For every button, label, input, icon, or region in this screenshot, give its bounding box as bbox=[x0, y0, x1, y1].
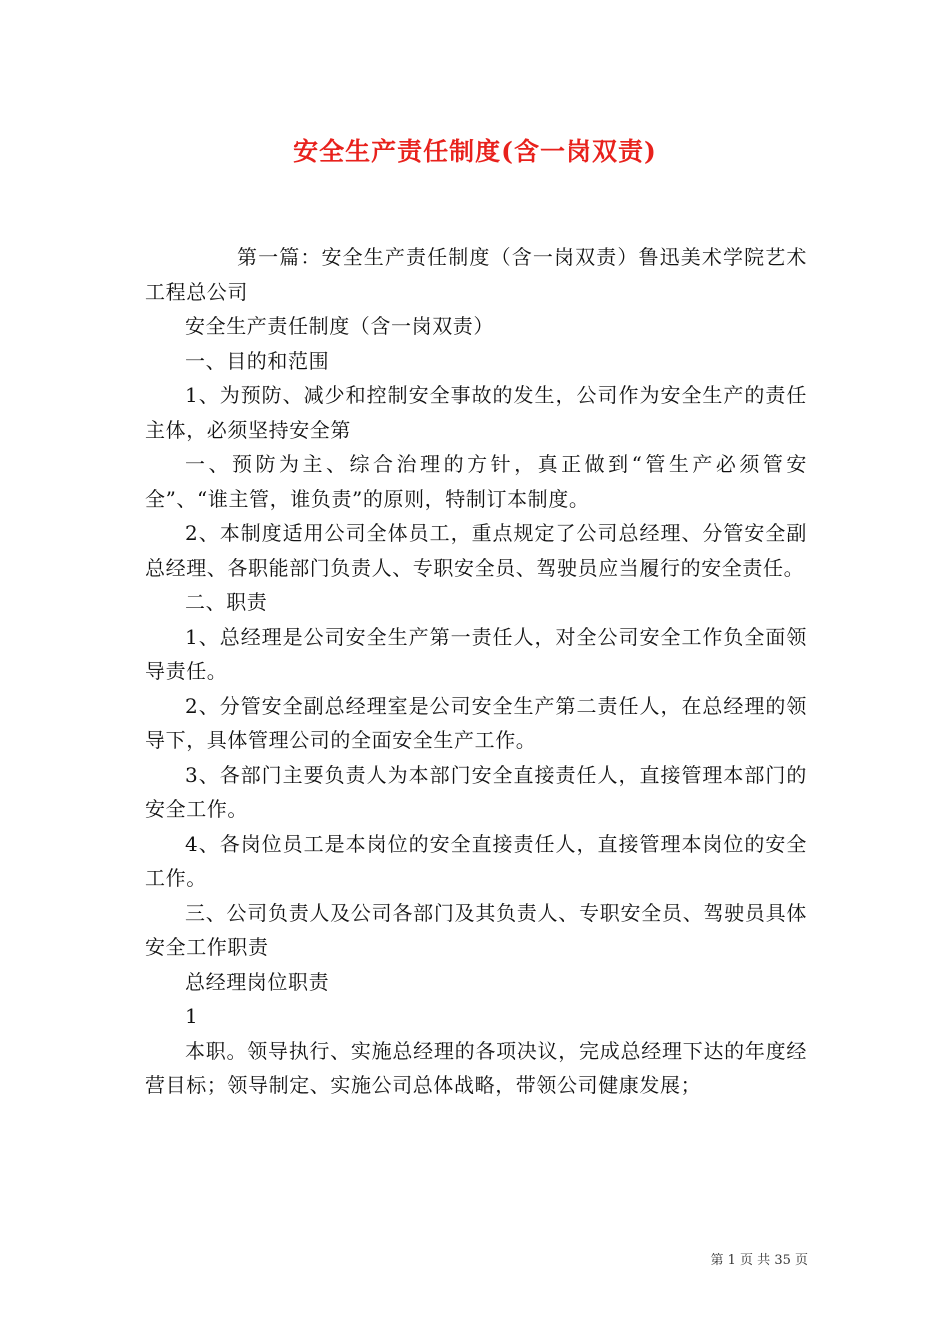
document-body bbox=[145, 240, 807, 1103]
paragraph: 三、公司负责人及公司各部门及其负责人、专职安全员、驾驶员具体安全工作职责 bbox=[145, 900, 807, 959]
paragraph: 2、本制度适用公司全体员工，重点规定了公司总经理、分管安全副总经理、各职能部门负责人、专职安全员、驾驶员应当履行的安全责任。 bbox=[145, 521, 807, 580]
paragraph: 第一篇：安全生产责任制度（含一岗双责）鲁迅美术学院艺术工程总公司 bbox=[145, 245, 807, 304]
paragraph: 本职。领导执行、实施总经理的各项决议，完成总经理下达的年度经营目标；领导制定、实施公司总体战略，带领公司健康发展； bbox=[145, 1038, 807, 1097]
paragraph: 1 bbox=[185, 1004, 199, 1028]
paragraph: 一、目的和范围 bbox=[185, 348, 330, 373]
document-title: 安全生产责任制度(含一岗双责) bbox=[293, 137, 657, 166]
paragraph: 4、各岗位员工是本岗位的安全直接责任人，直接管理本岗位的安全工作。 bbox=[145, 831, 807, 890]
paragraph: 一、预防为主、综合治理的方针，真正做到“管生产必须管安全”、“谁主管，谁负责”的原则，特制订本制度。 bbox=[145, 452, 807, 511]
paragraph: 1、为预防、减少和控制安全事故的发生，公司作为安全生产的责任主体，必须坚持安全第 bbox=[145, 383, 807, 442]
paragraph: 3、各部门主要负责人为本部门安全直接责任人，直接管理本部门的安全工作。 bbox=[145, 762, 807, 821]
page-number: 第 1 页 共 35 页 bbox=[710, 1253, 808, 1268]
paragraph: 1、总经理是公司安全生产第一责任人，对全公司安全工作负全面领导责任。 bbox=[145, 624, 807, 683]
paragraph: 2、分管安全副总经理室是公司安全生产第二责任人，在总经理的领导下，具体管理公司的全面安全生产工作。 bbox=[145, 693, 807, 752]
paragraph: 总经理岗位职责 bbox=[185, 969, 330, 994]
paragraph: 二、职责 bbox=[185, 590, 268, 614]
paragraph: 安全生产责任制度（含一岗双责） bbox=[185, 314, 494, 338]
